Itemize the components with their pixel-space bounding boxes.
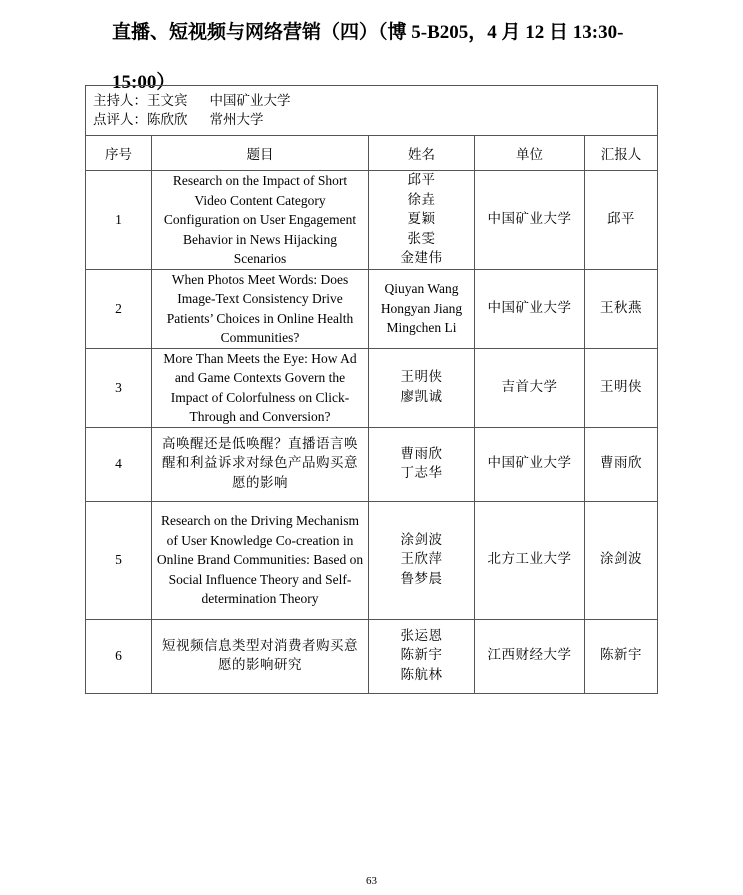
row-number: 2 xyxy=(86,269,152,348)
unit: 中国矿业大学 xyxy=(475,427,585,501)
paper-title: Research on the Impact of Short Video Content Category Configuration on User Engagement Behavior in News Hijacking Scenarios xyxy=(152,171,369,270)
author-name: 鲁梦晨 xyxy=(400,570,443,587)
reviewer-line xyxy=(93,111,650,130)
unit: 中国矿业大学 xyxy=(475,269,585,348)
author-name: 金建伟 xyxy=(400,250,443,266)
author-name: 曹雨欣 xyxy=(400,445,443,462)
row-number: 6 xyxy=(86,619,152,693)
author-list xyxy=(369,427,475,501)
author-name: 王欣萍 xyxy=(400,551,443,568)
row-number: 3 xyxy=(86,348,152,427)
host-line xyxy=(93,92,650,111)
presenter: 涂剑波 xyxy=(585,501,658,619)
author-list xyxy=(369,348,475,427)
author-name: 陈新宇 xyxy=(400,647,443,664)
author-name: 丁志华 xyxy=(400,465,443,481)
unit: 吉首大学 xyxy=(475,348,585,427)
row-number: 1 xyxy=(86,171,152,270)
header-row xyxy=(86,136,658,171)
session-table xyxy=(85,85,658,694)
author-name: 徐垚 xyxy=(407,191,436,208)
author-name: 廖凯诚 xyxy=(400,388,443,405)
table-row xyxy=(86,501,658,619)
header-title: 题目 xyxy=(152,136,369,171)
reviewer-affiliation: 常州大学 xyxy=(209,111,264,128)
author-name: 张运恩 xyxy=(400,627,443,644)
presenter: 曹雨欣 xyxy=(585,427,658,501)
host-affiliation: 中国矿业大学 xyxy=(209,92,291,109)
author-list xyxy=(369,501,475,619)
unit: 北方工业大学 xyxy=(475,501,585,619)
author-name: Mingchen Li xyxy=(386,320,457,336)
paper-title: Research on the Driving Mechanism of User Knowledge Co-creation in Online Brand Communities: Based on Social Influence Theory and Self-determination Theory xyxy=(152,501,369,619)
table-row xyxy=(86,269,658,348)
presenter: 王明侠 xyxy=(585,348,658,427)
session-title: 直播、短视频与网络营销（四）（博 5-B205，4 月 12 日 13:30-15:00） xyxy=(112,22,624,93)
paper-title: 短视频信息类型对消费者购买意愿的影响研究 xyxy=(152,619,369,693)
table-row xyxy=(86,171,658,270)
header-no: 序号 xyxy=(86,136,152,171)
presenter: 邱平 xyxy=(585,171,658,270)
unit: 江西财经大学 xyxy=(475,619,585,693)
paper-title: More Than Meets the Eye: How Ad and Game Contexts Govern the Impact of Colorfulness on Click-Through and Conversion? xyxy=(152,348,369,427)
row-number: 4 xyxy=(86,427,152,501)
meta-row xyxy=(86,86,658,136)
header-presenter: 汇报人 xyxy=(585,136,658,171)
author-name: 陈航林 xyxy=(400,666,443,683)
author-name: 涂剑波 xyxy=(400,531,443,548)
presenter: 王秋燕 xyxy=(585,269,658,348)
header-authors: 姓名 xyxy=(369,136,475,171)
row-number: 5 xyxy=(86,501,152,619)
table-row xyxy=(86,348,658,427)
header-unit: 单位 xyxy=(475,136,585,171)
author-name: 张雯 xyxy=(407,230,436,247)
page-number: 63 xyxy=(366,875,377,887)
paper-title: When Photos Meet Words: Does Image-Text Consistency Drive Patients’ Choices in Online Health Communities? xyxy=(152,269,369,348)
unit: 中国矿业大学 xyxy=(475,171,585,270)
table-row xyxy=(86,619,658,693)
paper-title: 高唤醒还是低唤醒？直播语言唤醒和利益诉求对绿色产品购买意愿的影响 xyxy=(152,427,369,501)
author-list xyxy=(369,171,475,270)
author-name: 王明侠 xyxy=(400,369,443,385)
author-name: 邱平 xyxy=(407,172,436,188)
reviewer-label: 点评人：陈欣欣 xyxy=(93,111,188,128)
host-reviewer-cell xyxy=(86,86,658,136)
table-row xyxy=(86,427,658,501)
presenter: 陈新宇 xyxy=(585,619,658,693)
author-name: Hongyan Jiang xyxy=(380,300,463,316)
author-name: Qiuyan Wang xyxy=(384,281,459,297)
author-name: 夏颖 xyxy=(407,211,436,227)
author-list xyxy=(369,619,475,693)
author-list xyxy=(369,269,475,348)
host-label: 主持人：王文宾 xyxy=(93,92,188,109)
